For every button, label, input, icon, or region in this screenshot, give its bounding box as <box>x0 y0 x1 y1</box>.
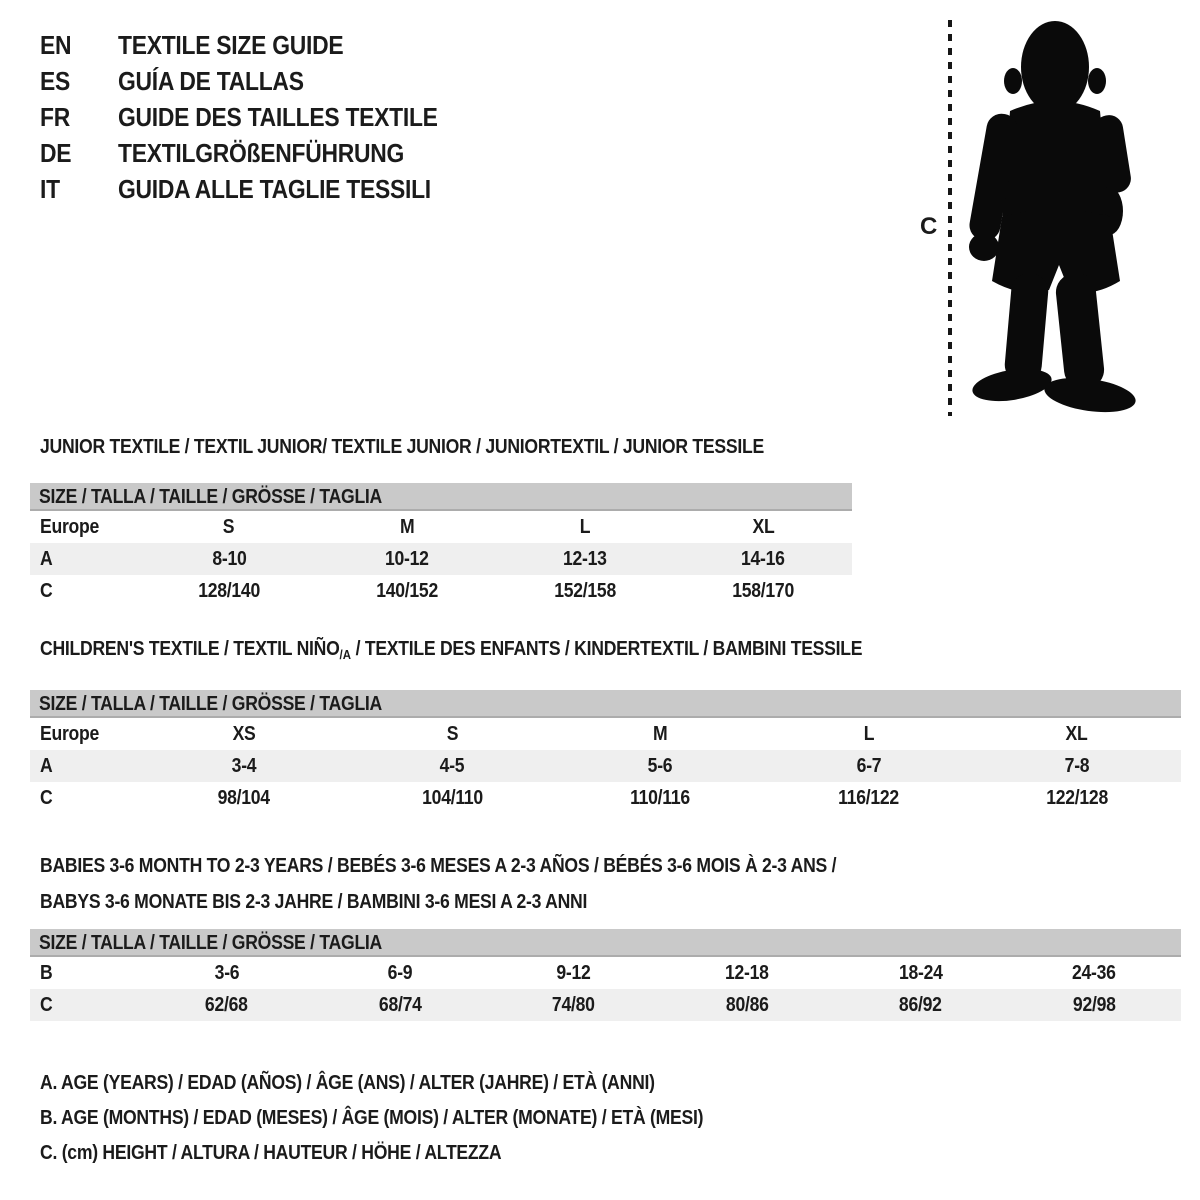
children-size-table <box>30 690 1181 814</box>
language-row-es <box>40 63 481 99</box>
cell: 122/128 <box>1045 786 1108 809</box>
table-row <box>30 782 1181 814</box>
babies-section-title: BABIES 3-6 MONTH TO 2-3 YEARS / BEBÉS 3-6 MESES A 2-3 AÑOS / BÉBÉS 3-6 MOIS À 2-3 ANS / BABYS 3-6 MONATE BIS 2-3 JAHRE / BAMBINI 3-6 MESI A 2-3 ANNI <box>40 855 837 913</box>
guide-title-de: TEXTILGRÖßENFÜHRUNG <box>118 137 405 168</box>
language-code: FR <box>40 101 70 132</box>
language-row-it <box>40 171 481 207</box>
junior-section-title: JUNIOR TEXTILE / TEXTIL JUNIOR/ TEXTILE JUNIOR / JUNIORTEXTIL / JUNIOR TESSILE <box>40 436 764 458</box>
table-row <box>30 575 852 607</box>
babies-size-header-bar: SIZE / TALLA / TAILLE / GRÖSSE / TAGLIA <box>30 929 1181 957</box>
cell: S <box>223 515 235 538</box>
row-label: Europe <box>40 515 100 538</box>
cell: S <box>446 722 459 745</box>
cell: 10-12 <box>385 547 429 570</box>
cell: 6-9 <box>387 961 413 984</box>
table-row <box>30 750 1181 782</box>
cell: 14-16 <box>741 547 785 570</box>
cell: 8-10 <box>211 547 247 570</box>
cell: 5-6 <box>648 754 673 777</box>
cell: 74/80 <box>552 993 596 1016</box>
cell: XS <box>232 722 256 745</box>
cell: 158/170 <box>732 579 794 602</box>
cell: 3-4 <box>231 754 257 777</box>
legend-line-c: C. (cm) HEIGHT / ALTURA / HAUTEUR / HÖHE / ALTEZZA <box>40 1142 502 1164</box>
cell: XL <box>1065 722 1088 745</box>
cell: 92/98 <box>1072 993 1116 1016</box>
cell: 140/152 <box>376 579 438 602</box>
measure-legend <box>40 1066 794 1171</box>
toddler-silhouette-icon <box>962 14 1142 416</box>
cell: 104/110 <box>421 786 483 809</box>
language-code: IT <box>40 173 60 204</box>
junior-size-table <box>30 483 852 607</box>
cell: 128/140 <box>198 579 260 602</box>
guide-title-en: TEXTILE SIZE GUIDE <box>118 29 344 60</box>
cell: 116/122 <box>838 786 900 809</box>
guide-title-fr: GUIDE DES TAILLES TEXTILE <box>118 101 438 132</box>
language-row-fr <box>40 99 481 135</box>
cell: 7-8 <box>1064 754 1090 777</box>
cell: 3-6 <box>214 961 240 984</box>
cell: 80/86 <box>725 993 769 1016</box>
cell: 110/116 <box>630 786 691 809</box>
children-size-header-bar: SIZE / TALLA / TAILLE / GRÖSSE / TAGLIA <box>30 690 1181 718</box>
cell: 12-18 <box>725 961 770 984</box>
language-row-de <box>40 135 481 171</box>
junior-size-header-bar: SIZE / TALLA / TAILLE / GRÖSSE / TAGLIA <box>30 483 852 511</box>
row-label: Europe <box>40 722 100 745</box>
cell: 4-5 <box>439 754 465 777</box>
row-label: A <box>40 754 53 777</box>
language-title-list <box>40 27 481 207</box>
cell: 98/104 <box>217 786 271 809</box>
guide-title-it: GUIDA ALLE TAGLIE TESSILI <box>118 173 431 204</box>
cell: 62/68 <box>205 993 249 1016</box>
guide-title-es: GUÍA DE TALLAS <box>118 65 304 96</box>
cell: 9-12 <box>556 961 591 984</box>
table-row <box>30 543 852 575</box>
row-label: C <box>40 993 53 1016</box>
cell: M <box>653 722 668 745</box>
language-code: EN <box>40 29 72 60</box>
legend-line-a: A. AGE (YEARS) / EDAD (AÑOS) / ÂGE (ANS) / ALTER (JAHRE) / ETÀ (ANNI) <box>40 1072 655 1094</box>
row-label: C <box>40 579 53 602</box>
nino-a-subscript: /A <box>339 647 351 662</box>
cell: L <box>579 515 591 538</box>
height-measure-dashed-line <box>948 20 952 416</box>
table-row <box>30 718 1181 750</box>
cell: 68/74 <box>378 993 422 1016</box>
table-row <box>30 957 1181 989</box>
row-label: A <box>40 547 53 570</box>
row-label: C <box>40 786 53 809</box>
cell: L <box>863 722 874 745</box>
table-row <box>30 989 1181 1021</box>
height-measure-label: C <box>920 213 938 240</box>
babies-size-table <box>30 929 1181 1021</box>
children-section-title: CHILDREN'S TEXTILE / TEXTIL $NIÑO_{/A}$ / TEXTILE DES ENFANTS / KINDERTEXTIL / BAMBINI TESSILE <box>40 638 863 662</box>
cell: XL <box>752 515 774 538</box>
language-code: DE <box>40 137 72 168</box>
language-row-en <box>40 27 481 63</box>
legend-line-b: B. AGE (MONTHS) / EDAD (MESES) / ÂGE (MOIS) / ALTER (MONATE) / ETÀ (MESI) <box>40 1107 704 1129</box>
cell: M <box>399 515 415 538</box>
cell: 12-13 <box>563 547 607 570</box>
language-code: ES <box>40 65 71 96</box>
cell: 86/92 <box>899 993 943 1016</box>
table-row <box>30 511 852 543</box>
cell: 24-36 <box>1072 961 1117 984</box>
cell: 152/158 <box>554 579 616 602</box>
row-label: B <box>40 961 53 984</box>
cell: 6-7 <box>856 754 882 777</box>
cell: 18-24 <box>898 961 943 984</box>
